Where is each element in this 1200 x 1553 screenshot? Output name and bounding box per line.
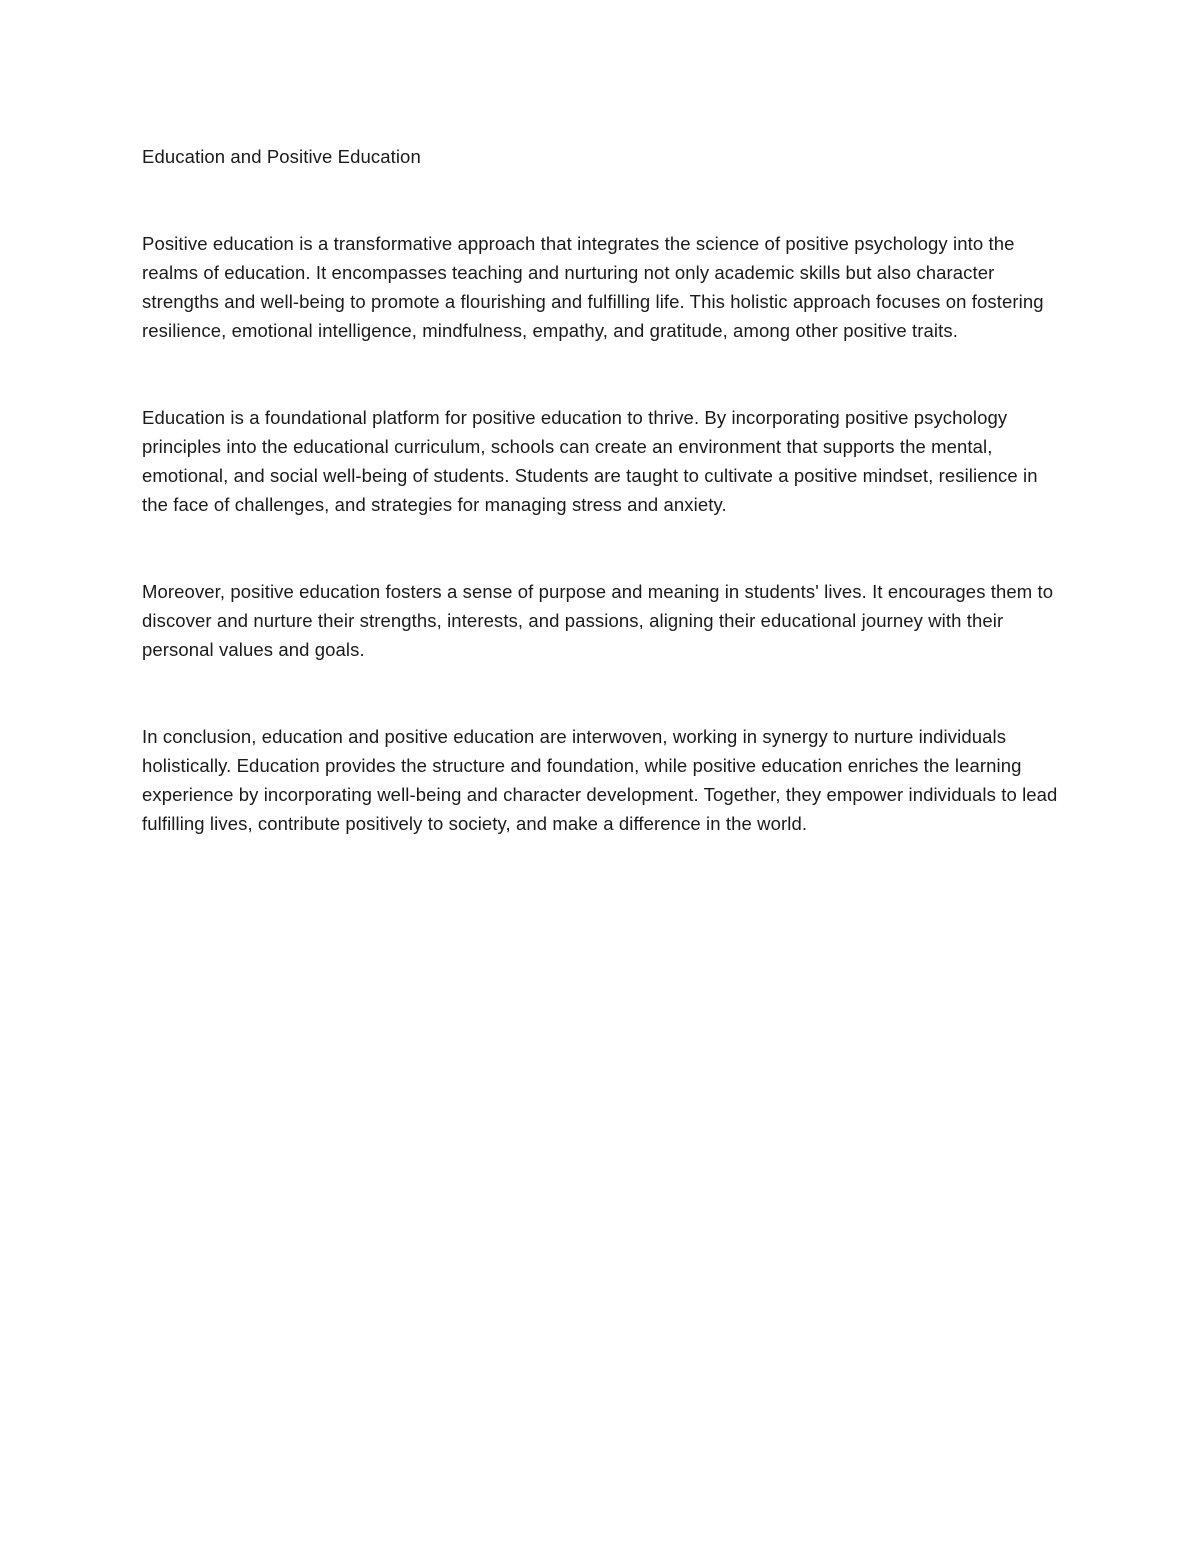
paragraph-purpose: Moreover, positive education fosters a sense of purpose and meaning in students' lives. It encourages them to discover and nurture their strengths, interests, and passions, aligning their educational journey with their personal values and goals. bbox=[142, 581, 1054, 660]
paragraph-conclusion: In conclusion, education and positive education are interwoven, working in synergy to nurture individuals holistically. Education provides the structure and foundation, while positive education enriches the learning experience by incorporating well-being and character development. Together, they empower individuals to lead fulfilling lives, contribute positively to society, and make a difference in the world. bbox=[142, 726, 1058, 834]
paragraph-foundation: Education is a foundational platform for positive education to thrive. By incorporating positive psychology principles into the educational curriculum, schools can create an environment that supports the mental, emotional, and social well-being of students. Students are taught to cultivate a positive mindset, resilience in the face of challenges, and strategies for managing stress and anxiety. bbox=[142, 407, 1038, 515]
paragraph-intro: Positive education is a transformative approach that integrates the science of positive psychology into the realms of education. It encompasses teaching and nurturing not only academic skills but also character strengths and well-being to promote a flourishing and fulfilling life. This holistic approach focuses on fostering resilience, emotional intelligence, mindfulness, empathy, and gratitude, among other positive traits. bbox=[142, 233, 1044, 341]
document-title: Education and Positive Education bbox=[142, 146, 421, 167]
document-body bbox=[142, 142, 1060, 838]
